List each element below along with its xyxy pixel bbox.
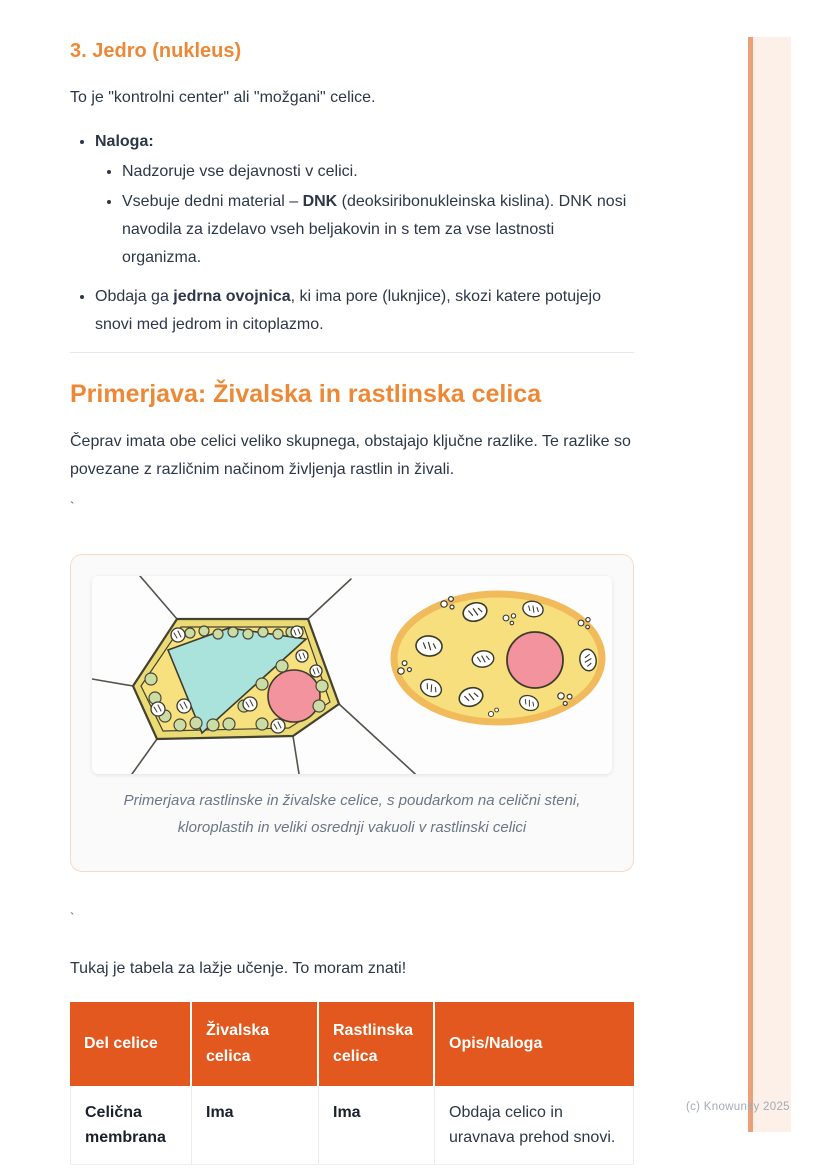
table-header-cell: Opis/Naloga (435, 1002, 634, 1086)
document-content (70, 0, 634, 1165)
cell-comparison-diagram (92, 576, 612, 774)
figure-caption-line2: kloroplastih in veliki osrednji vakuoli v rastlinski celici (177, 819, 527, 836)
naloga-sublist (95, 158, 634, 272)
plant-cell-illustration (92, 576, 425, 774)
table-header-row (70, 1002, 634, 1086)
naloga-label: Naloga: (95, 133, 154, 150)
comparison-table (70, 1002, 634, 1165)
primerjava-intro-paragraph: Čeprav imata obe celici veliko skupnega, obstajajo ključne razlike. Te razlike so povezane z različnim načinom življenja rastlin in živali. (70, 433, 631, 478)
table-cell: Ima (192, 1086, 319, 1165)
section-heading-primerjava: Primerjava: Živalska in rastlinska celica (70, 380, 542, 408)
section-heading-jedro: 3. Jedro (nukleus) (70, 40, 242, 62)
stray-backtick-1: ` (70, 499, 75, 514)
list-item: • Vsebuje dedni material – DNK (deoksiribonukleinska kislina). DNK nosi navodila za izdelavo vseh beljakovin in s tem za vse lastnosti organizma. (122, 188, 634, 272)
list-item (95, 128, 634, 272)
figure-card (70, 554, 634, 872)
jedro-intro-paragraph: To je "kontrolni center" ali "možgani" celice. (70, 89, 376, 106)
section-divider (70, 352, 634, 353)
table-header-cell: Rastlinska celica (319, 1002, 435, 1086)
page-edge-bar (748, 37, 791, 1132)
animal-cell-illustration (394, 594, 602, 722)
list-item: • Nadzoruje vse dejavnosti v celici. (122, 158, 634, 186)
cell-diagram-panel (92, 576, 612, 774)
figure-caption-line1: Primerjava rastlinske in živalske celice, s poudarkom na celični steni, (123, 792, 581, 809)
table-cell: Celična membrana (70, 1086, 192, 1165)
table-header-cell: Del celice (70, 1002, 192, 1086)
figure-caption (92, 787, 612, 841)
table-intro-paragraph: Tukaj je tabela za lažje učenje. To moram znati! (70, 960, 407, 977)
table-cell: Obdaja celico in uravnava prehod snovi. (435, 1086, 634, 1165)
table-row (70, 1086, 634, 1165)
jedro-bullet-list (70, 128, 634, 339)
table-header-cell: Živalska celica (192, 1002, 319, 1086)
table-cell: Ima (319, 1086, 435, 1165)
stray-backtick-2: ` (70, 910, 75, 925)
watermark: (c) Knowunity 2025 (686, 1101, 790, 1113)
list-item: • Obdaja ga jedrna ovojnica, ki ima pore (luknjice), skozi katere potujejo snovi med jedrom in citoplazmo. (95, 283, 634, 339)
